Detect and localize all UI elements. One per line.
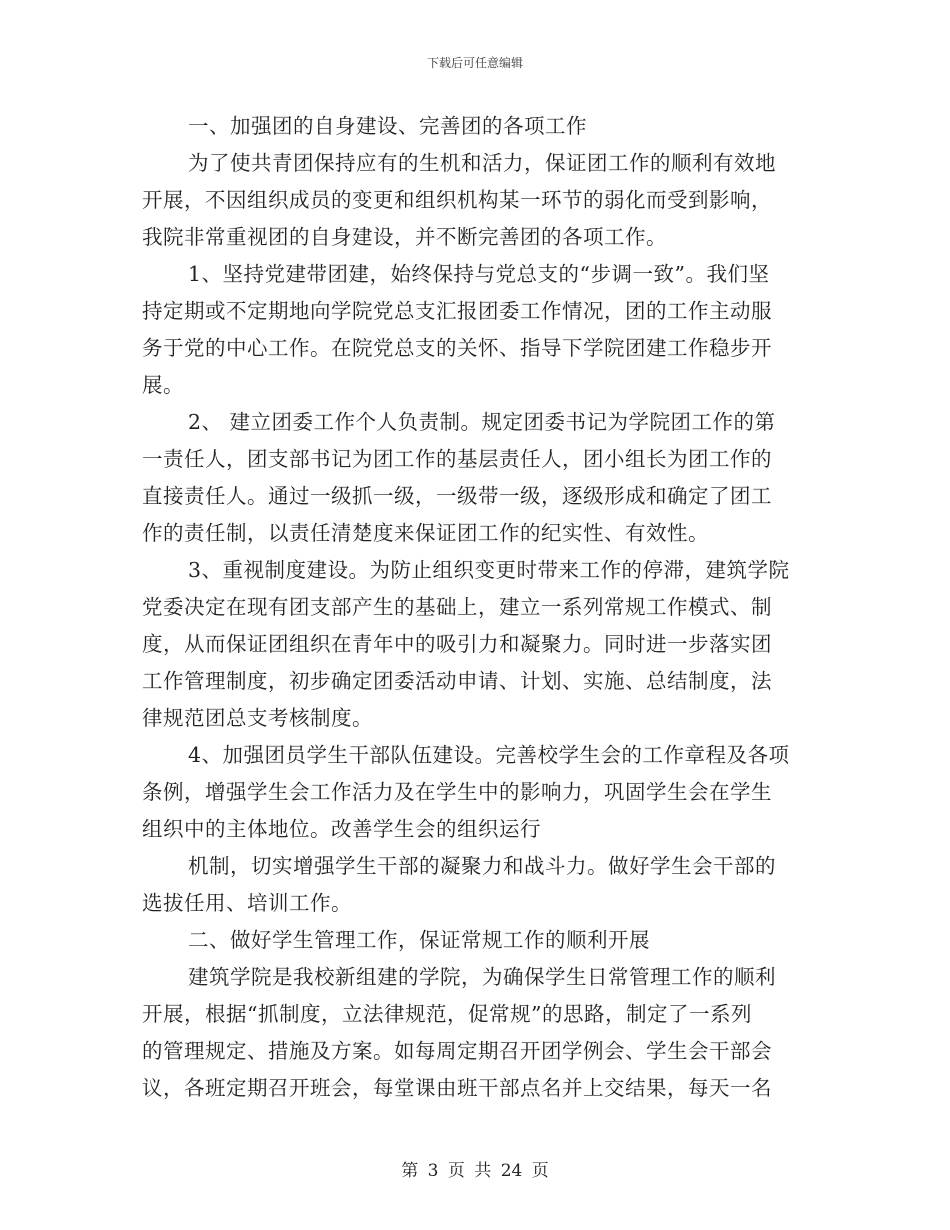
text-line: 展。: [142, 373, 184, 397]
text-line: 的管理规定、措施及方案。如每周定期召开团学例会、学生会干部会: [142, 1039, 772, 1063]
text-line: 直接责任人。通过一级抓一级，一级带一级，逐级形成和确定了团工: [142, 484, 772, 508]
text-line: 律规范团总支考核制度。: [142, 706, 373, 730]
text-line: 为了使共青团保持应有的生机和活力，保证团工作的顺利有效地: [188, 151, 776, 175]
text-line: 我院非常重视团的自身建设，并不断完善团的各项工作。: [142, 225, 667, 249]
text-line: 议，各班定期召开班会，每堂课由班干部点名并上交结果，每天一名: [142, 1076, 772, 1100]
text-line: 机制，切实增强学生干部的凝聚力和战斗力。做好学生会干部的: [188, 854, 776, 878]
text-line: 3、重视制度建设。为防止组织变更时带来工作的停滞，建筑学院: [188, 558, 790, 582]
text-line: 工作管理制度，初步确定团委活动申请、计划、实施、总结制度，法: [142, 669, 772, 693]
text-line: 一责任人，团支部书记为团工作的基层责任人，团小组长为团工作的: [142, 447, 772, 471]
text-line: 开展，根据“抓制度，立法律规范，促常规”的思路，制定了一系列: [142, 1002, 752, 1026]
text-line: 4、加强团员学生干部队伍建设。完善校学生会的工作章程及各项: [188, 743, 790, 767]
section-heading-1: 一、加强团的自身建设、完善团的各项工作: [188, 114, 587, 138]
text-line: 开展，不因组织成员的变更和组织机构某一环节的弱化而受到影响，: [142, 188, 772, 212]
text-line: 度，从而保证团组织在青年中的吸引力和凝聚力。同时进一步落实团: [142, 632, 772, 656]
text-line: 建筑学院是我校新组建的学院，为确保学生日常管理工作的顺利: [188, 965, 776, 989]
text-line: 务于党的中心工作。在院党总支的关怀、指导下学院团建工作稳步开: [142, 336, 772, 360]
page-header: 下载后可任意编辑: [426, 56, 523, 70]
text-line: 1、坚持党建带团建，始终保持与党总支的“步调一致”。我们坚: [188, 262, 770, 286]
text-line: 持定期或不定期地向学院党总支汇报团委工作情况，团的工作主动服: [142, 299, 772, 323]
page-number-footer: 第 3 页 共 24 页: [401, 1161, 549, 1181]
text-line: 2、 建立团委工作个人负责制。规定团委书记为学院团工作的第: [188, 410, 776, 434]
text-line: 作的责任制，以责任清楚度来保证团工作的纪实性、有效性。: [142, 521, 709, 545]
text-line: 组织中的主体地位。改善学生会的组织运行: [142, 817, 541, 841]
text-line: 党委决定在现有团支部产生的基础上，建立一系列常规工作模式、制: [142, 595, 772, 619]
text-line: 条例，增强学生会工作活力及在学生中的影响力，巩固学生会在学生: [142, 780, 772, 804]
section-heading-2: 二、做好学生管理工作，保证常规工作的顺利开展: [188, 928, 650, 952]
text-line: 选拔任用、培训工作。: [142, 891, 352, 915]
